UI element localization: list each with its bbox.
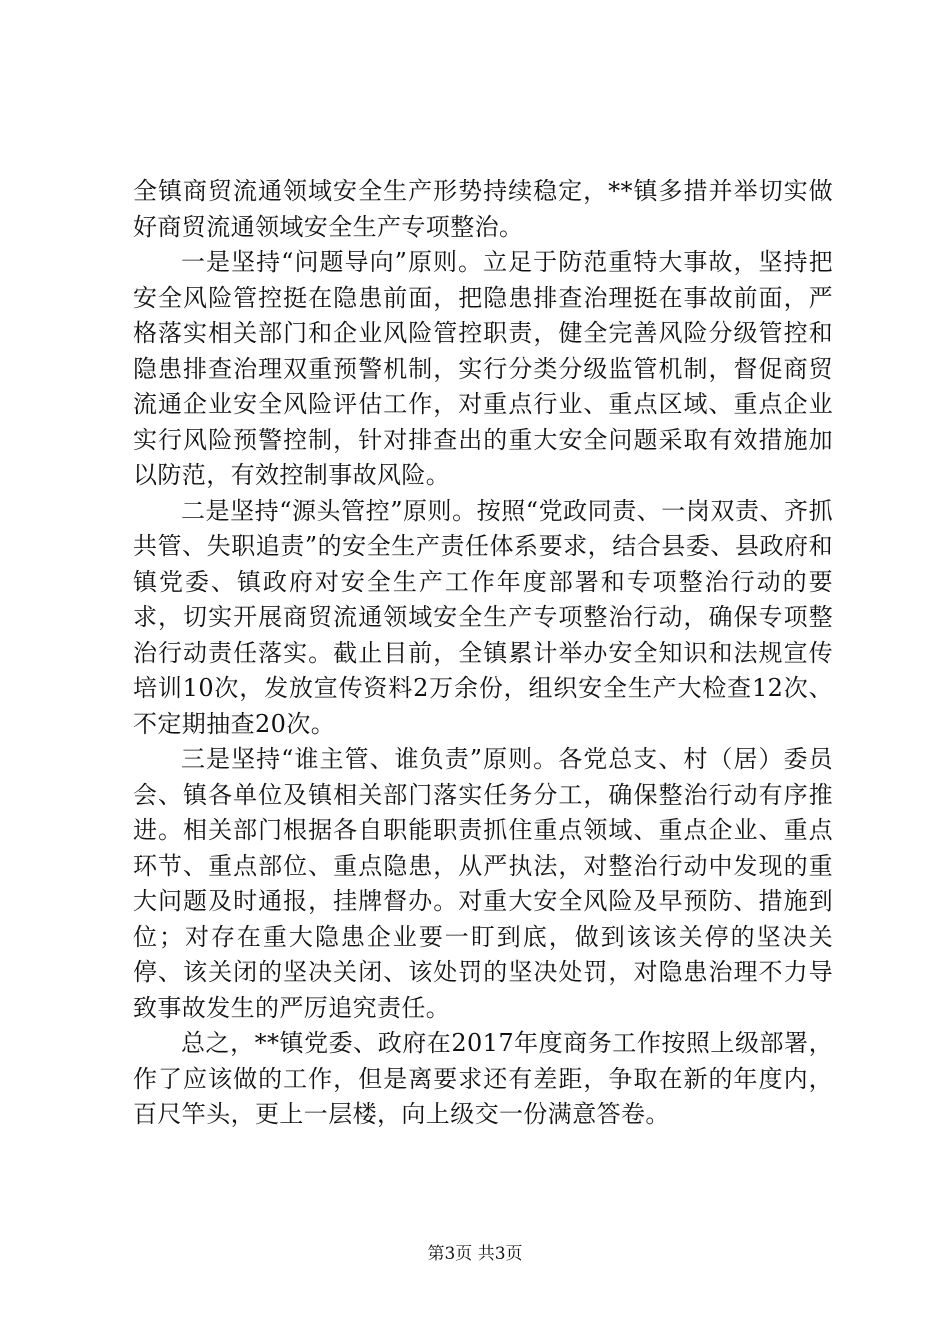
document-body <box>133 174 833 1133</box>
paragraph-source-control: 二是坚持“源头管控”原则。按照“党政同责、一岗双责、齐抓共管、失职追责”的安全生产责任体系要求，结合县委、县政府和镇党委、镇政府对安全生产工作年度部署和专项整治行动的要求，切实开展商贸流通领域安全生产专项整治行动，确保专项整治行动责任落实。截止目前，全镇累计举办安全知识和法规宣传培训10次，发放宣传资料2万余份，组织安全生产大检查12次、不定期抽查20次。 <box>133 496 833 738</box>
paragraph-conclusion: 总之，**镇党委、政府在2017年度商务工作按照上级部署，作了应该做的工作，但是离要求还有差距，争取在新的年度内，百尺竿头，更上一层楼，向上级交一份满意答卷。 <box>133 1029 833 1128</box>
paragraph-responsibility: 三是坚持“谁主管、谁负责”原则。各党总支、村（居）委员会、镇各单位及镇相关部门落实任务分工，确保整治行动有序推进。相关部门根据各自职能职责抓住重点领域、重点企业、重点环节、重点部位、重点隐患，从严执法，对整治行动中发现的重大问题及时通报，挂牌督办。对重大安全风险及早预防、措施到位；对存在重大隐患企业要一盯到底，做到该该关停的坚决关停、该关闭的坚决关闭、该处罚的坚决处罚，对隐患治理不力导致事故发生的严厉追究责任。 <box>133 745 833 1022</box>
paragraph-problem-oriented: 一是坚持“问题导向”原则。立足于防范重特大事故，坚持把安全风险管控挺在隐患前面，把隐患排查治理挺在事故前面，严格落实相关部门和企业风险管控职责，健全完善风险分级管控和隐患排查治理双重预警机制，实行分类分级监管机制，督促商贸流通企业安全风险评估工作，对重点行业、重点区域、重点企业实行风险预警控制，针对排查出的重大安全问题采取有效措施加以防范，有效控制事故风险。 <box>133 248 833 489</box>
paragraph-intro: 全镇商贸流通领域安全生产形势持续稳定，**镇多措并举切实做好商贸流通领域安全生产专项整治。 <box>133 177 833 241</box>
page-number-footer: 第3页 共3页 <box>427 1244 523 1264</box>
